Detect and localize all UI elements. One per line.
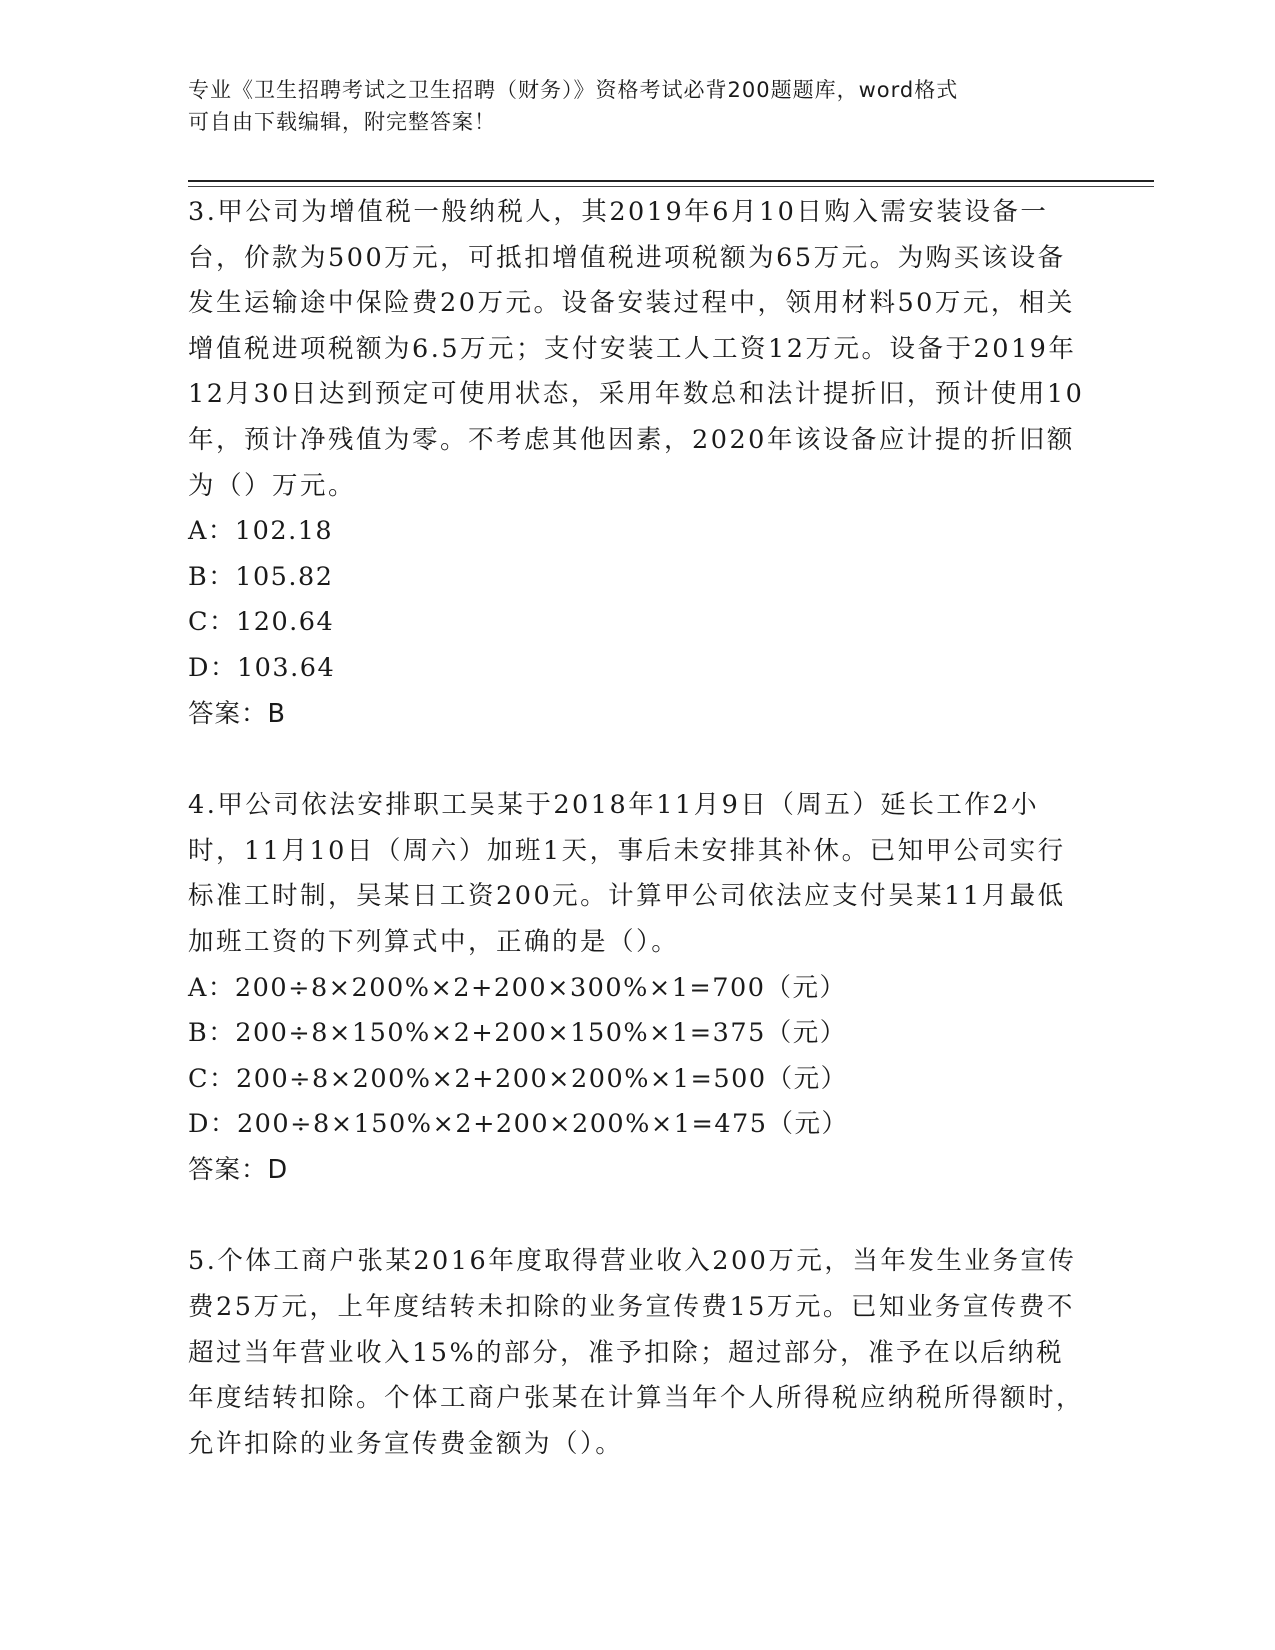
option-d: D：103.64 bbox=[188, 652, 336, 683]
document-header bbox=[188, 74, 1088, 138]
header-divider-thin bbox=[188, 186, 1154, 187]
header-divider-thick bbox=[188, 180, 1154, 182]
answer-label: 答案：D bbox=[188, 1154, 289, 1185]
question-text: 3.甲公司为增值税一般纳税人，其2019年6月10日购入需安装设备一台，价款为500万元，可抵扣增值税进项税额为65万元。为购买该设备发生运输途中保险费20万元。设备安装过程中，领用材料50万元，相关增值税进项税额为6.5万元；支付安装工人工资12万元。设备于2019年12月30日达到预定可使用状态，采用年数总和法计提折旧，预计使用10年，预计净残值为零。不考虑其他因素，2020年该设备应计提的折旧额为（）万元。 bbox=[188, 197, 1085, 501]
option-c: C：200÷8×200%×2+200×200%×1=500（元） bbox=[188, 1063, 848, 1094]
option-a: A：102.18 bbox=[188, 516, 334, 547]
option-a: A：200÷8×200%×2+200×300%×1=700（元） bbox=[188, 972, 847, 1003]
question-4 bbox=[188, 783, 1088, 1193]
answer-label: 答案：B bbox=[188, 698, 286, 729]
question-3 bbox=[188, 190, 1088, 737]
option-b: B：105.82 bbox=[188, 561, 334, 592]
header-title-line-2: 可自由下载编辑，附完整答案！ bbox=[188, 110, 496, 134]
option-d: D：200÷8×150%×2+200×200%×1=475（元） bbox=[188, 1109, 849, 1140]
question-list bbox=[188, 190, 1088, 1513]
question-text: 5.个体工商户张某2016年度取得营业收入200万元，当年发生业务宣传费25万元，上年度结转未扣除的业务宣传费15万元。已知业务宣传费不超过当年营业收入15%的部分，准予扣除；超过部分，准予在以后纳税年度结转扣除。个体工商户张某在计算当年个人所得税应纳税所得额时，允许扣除的业务宣传费金额为（）。 bbox=[188, 1246, 1085, 1459]
option-c: C：120.64 bbox=[188, 607, 335, 638]
question-5 bbox=[188, 1239, 1088, 1467]
option-b: B：200÷8×150%×2+200×150%×1=375（元） bbox=[188, 1018, 847, 1049]
header-title-line-1: 专业《卫生招聘考试之卫生招聘（财务）》资格考试必背200题题库，word格式 bbox=[188, 78, 959, 102]
question-text: 4.甲公司依法安排职工吴某于2018年11月9日（周五）延长工作2小时，11月10日（周六）加班1天，事后未安排其补休。已知甲公司实行标准工时制，吴某日工资200元。计算甲公司依法应支付吴某11月最低加班工资的下列算式中，正确的是（）。 bbox=[188, 790, 1066, 957]
